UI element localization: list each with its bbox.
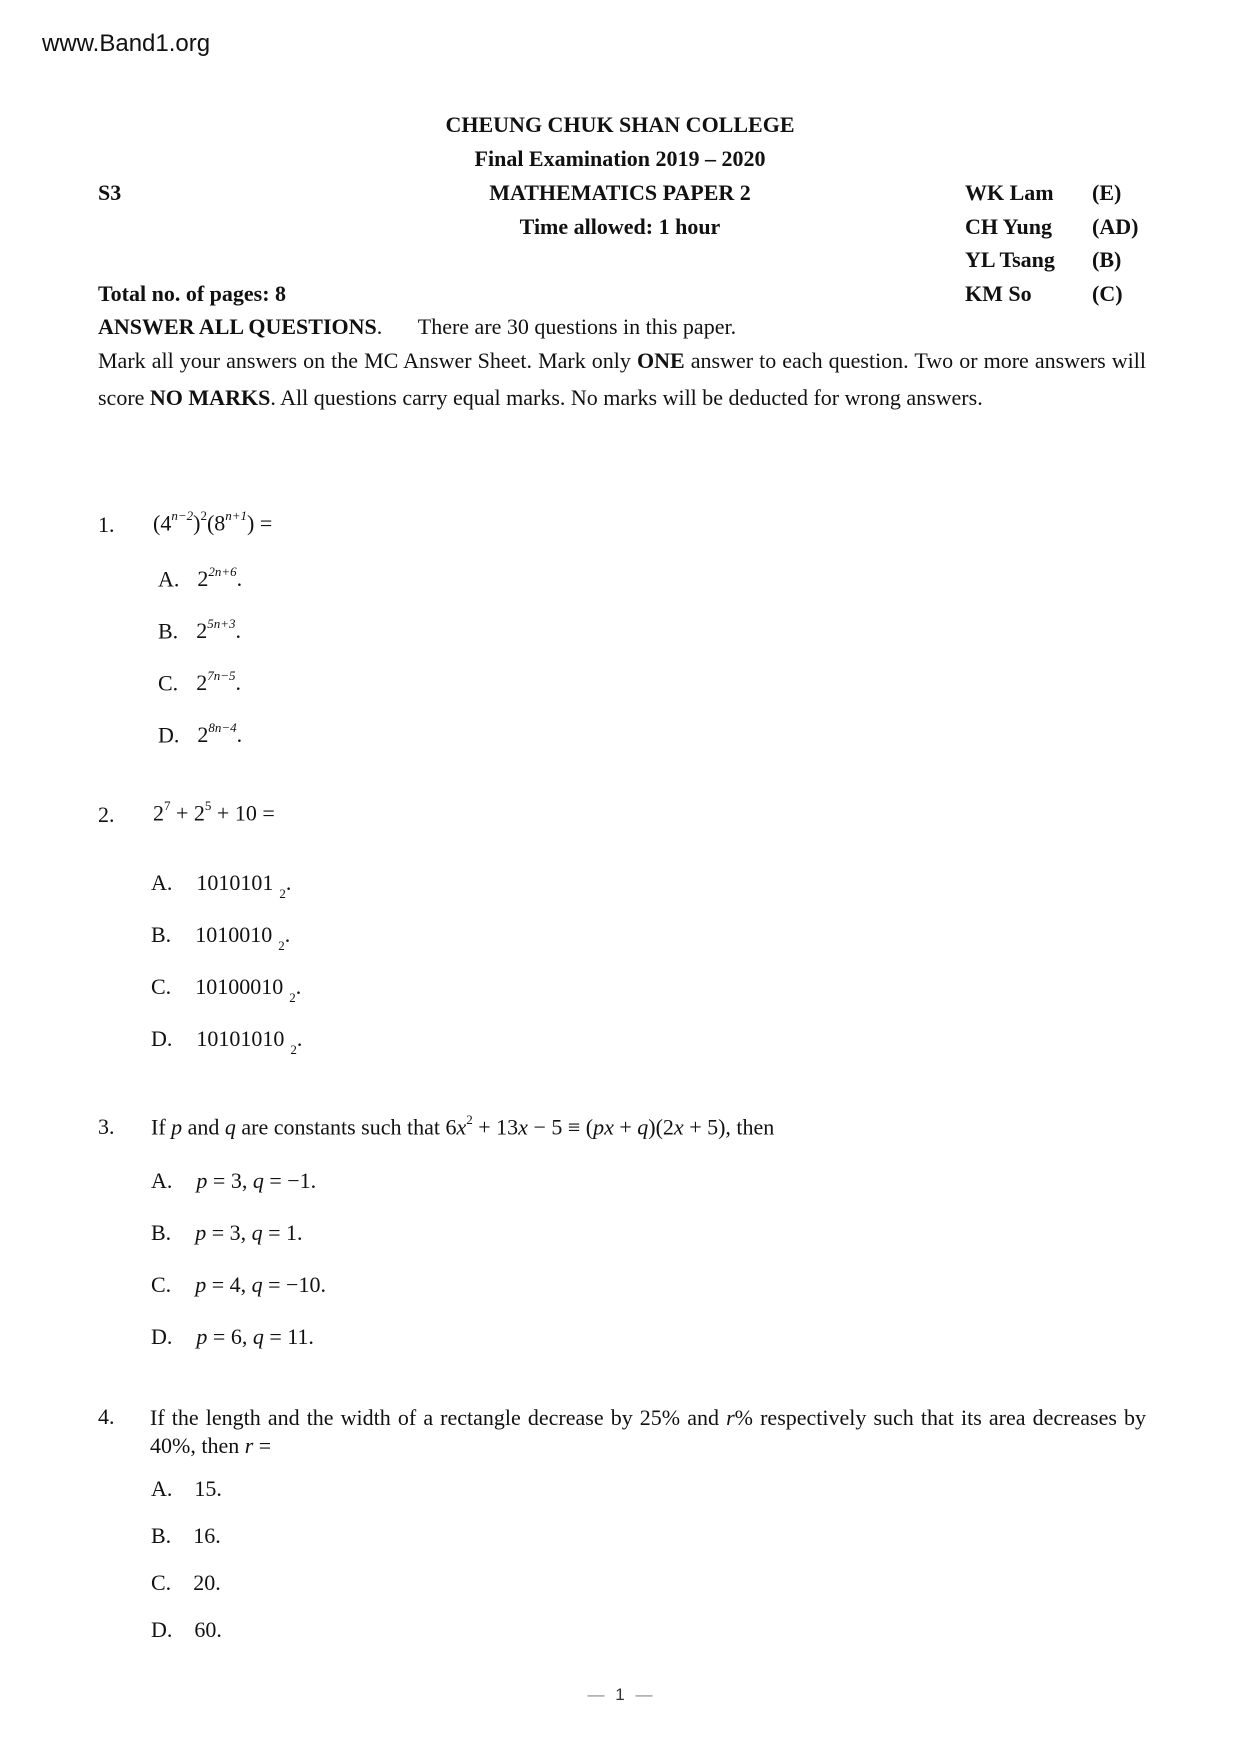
question-number: 2.: [98, 802, 115, 827]
teacher-name: KM So: [965, 281, 1032, 306]
answer-all-label: ANSWER ALL QUESTIONS: [98, 314, 377, 339]
page-number-value: 1: [615, 1685, 625, 1704]
option-value: 10100010: [195, 974, 284, 999]
math-part: (4: [153, 510, 172, 536]
question-stem: If p and q are constants such that $6x^2 + 13x - 5 \equiv (px + q)(2x + 5)$, then: [151, 1112, 775, 1140]
option[interactable]: [151, 1324, 314, 1350]
option-value: 1010101: [196, 870, 274, 895]
math-part: ) =: [247, 510, 273, 536]
option-label: B.: [151, 1220, 172, 1245]
question-stem: If the length and the width of a rectangle decrease by 25% and r% respectively such that its area decreases by 40%, then r =: [150, 1405, 1146, 1458]
option-value: $2^{7n-5}$.: [196, 668, 241, 696]
period: .: [376, 314, 383, 339]
option-value: 15.: [194, 1476, 222, 1501]
option-label: A.: [151, 870, 173, 895]
math-part: ): [193, 510, 201, 536]
option-label: D.: [151, 1617, 173, 1642]
option[interactable]: [158, 722, 242, 748]
option[interactable]: B. 1010010 $_2$.: [151, 922, 291, 953]
teacher-name: WK Lam: [965, 180, 1054, 205]
question-number: 4.: [98, 1404, 115, 1429]
option-label: B.: [158, 618, 179, 644]
option[interactable]: [151, 1220, 303, 1246]
school-name: CHEUNG CHUK SHAN COLLEGE: [445, 112, 795, 137]
instr-text: answer to each question. Two or more answers will score: [98, 348, 1146, 410]
question-count: There are 30 questions in this paper.: [417, 314, 737, 339]
question-stem: $2^7 + 2^5 + 10$ =: [153, 798, 275, 826]
form-label: S3: [98, 180, 122, 205]
option-value: 20.: [193, 1570, 221, 1595]
option-value: p = 3, q = 1.: [195, 1220, 303, 1245]
option-value: 60.: [194, 1617, 222, 1642]
option[interactable]: A. 1010101 $_2$.: [151, 870, 292, 901]
option-label: C.: [151, 1570, 172, 1595]
question-number: 3.: [98, 1114, 115, 1139]
option[interactable]: [151, 1272, 326, 1298]
teacher-name: YL Tsang: [965, 247, 1055, 272]
total-pages: Total no. of pages: 8: [98, 281, 287, 306]
option-value: $2^{5n+3}$.: [196, 616, 241, 644]
option-label: A.: [151, 1168, 173, 1193]
option-value: $2^{2n+6}$.: [197, 564, 243, 592]
option-label: D.: [151, 1026, 173, 1051]
option-value: $2^{8n-4}$.: [197, 720, 243, 748]
option[interactable]: [151, 1570, 221, 1596]
exam-title: Final Examination 2019 – 2020: [474, 146, 766, 171]
time-allowed: Time allowed: 1 hour: [519, 214, 721, 239]
option-value: 10101010: [196, 1026, 285, 1051]
option-label: A.: [158, 566, 180, 592]
page-number: [0, 1685, 1240, 1705]
option[interactable]: [151, 1523, 221, 1549]
option[interactable]: [151, 1168, 316, 1194]
teacher-class: (E): [1092, 180, 1122, 205]
option-value: p = 6, q = 11.: [196, 1324, 314, 1349]
option-value: 1010010: [195, 922, 273, 947]
exponent: 2: [200, 508, 207, 523]
option[interactable]: C. 10100010 $_2$.: [151, 974, 302, 1005]
instructions-heading: [98, 314, 736, 340]
option-label: B.: [151, 1523, 172, 1548]
instr-text: Mark all your answers on the MC Answer Sheet. Mark only: [98, 348, 637, 373]
instr-text: . All questions carry equal marks. No marks will be deducted for wrong answers.: [270, 385, 983, 410]
teacher-class: (C): [1092, 281, 1123, 306]
option[interactable]: D. 10101010 $_2$.: [151, 1026, 303, 1057]
dash: —: [587, 1685, 605, 1704]
option-label: A.: [151, 1476, 173, 1501]
exponent: n−2: [171, 508, 194, 523]
dash: —: [635, 1685, 653, 1704]
instr-bold-one: ONE: [636, 348, 685, 373]
option[interactable]: [158, 618, 241, 644]
option-label: C.: [151, 1272, 172, 1297]
teacher-class: (B): [1092, 247, 1122, 272]
teacher-class: (AD): [1092, 214, 1139, 239]
option-label: C.: [158, 670, 179, 696]
option-value: p = 4, q = −10.: [195, 1272, 326, 1297]
option-label: D.: [158, 722, 180, 748]
option[interactable]: [151, 1617, 222, 1643]
question-number: 1.: [98, 512, 115, 537]
option-value: p = 3, q = −1.: [196, 1168, 317, 1193]
option[interactable]: [158, 670, 241, 696]
option-label: B.: [151, 922, 172, 947]
option-label: C.: [151, 974, 172, 999]
option-label: D.: [151, 1324, 173, 1349]
math-part: (8: [206, 510, 226, 536]
watermark: www.Band1.org: [42, 30, 211, 57]
option[interactable]: [151, 1476, 222, 1502]
subject-title: MATHEMATICS PAPER 2: [489, 180, 751, 205]
instructions-paragraph: [98, 342, 1146, 416]
instr-bold-no-marks: NO MARKS: [149, 385, 271, 410]
question-stem: [153, 510, 272, 536]
option-value: 16.: [193, 1523, 221, 1548]
teacher-name: CH Yung: [965, 214, 1053, 239]
option[interactable]: [158, 566, 242, 592]
exponent: n+1: [225, 508, 248, 523]
